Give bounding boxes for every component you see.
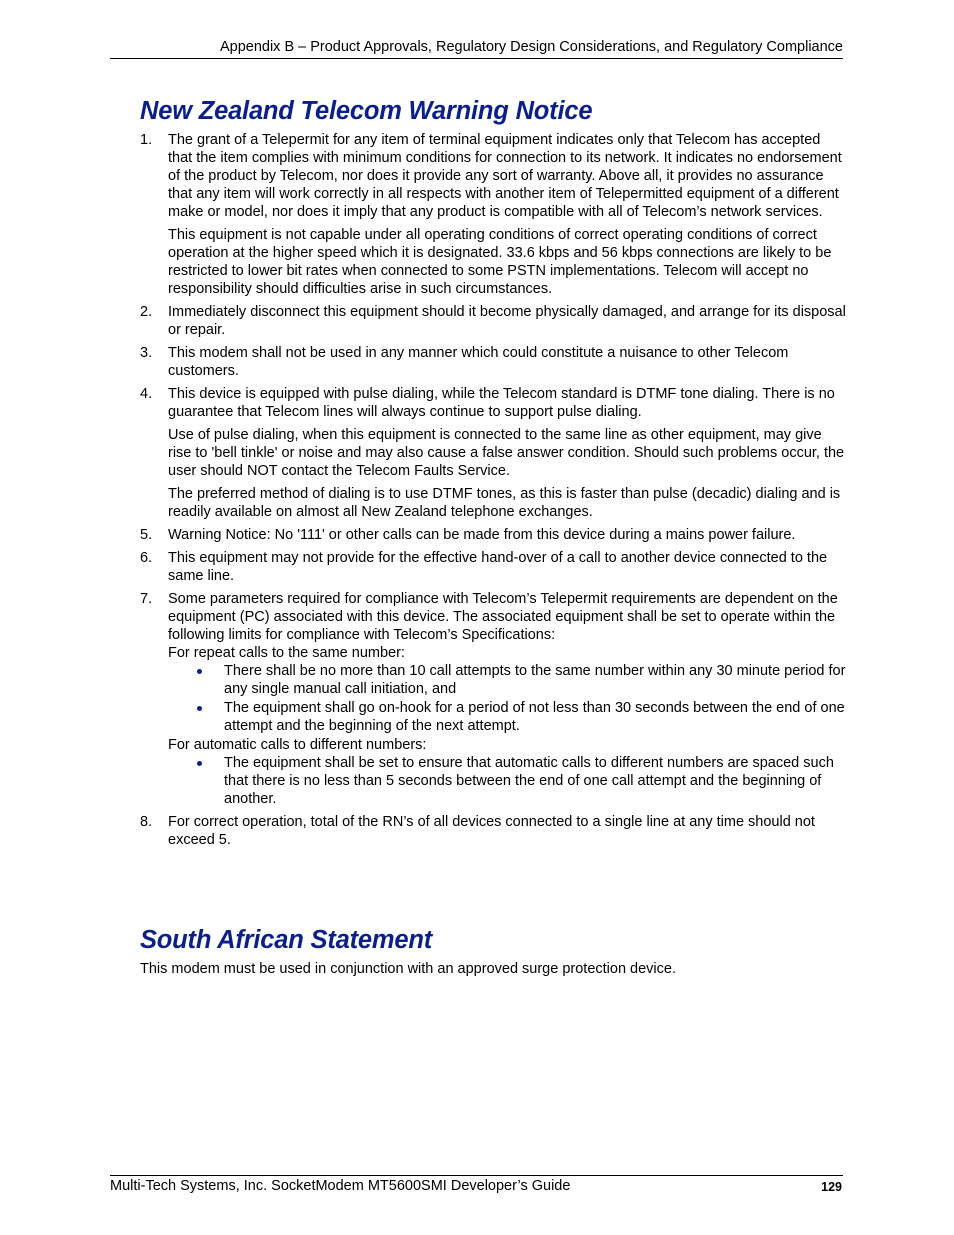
item-paragraph: Warning Notice: No '111' or other calls can be made from this device during a mains power failure.: [168, 527, 796, 543]
item-number: 1.: [140, 132, 153, 148]
item-number: 8.: [140, 814, 153, 830]
bullet-text: There shall be no more than 10 call attempts to the same number within any 30 minute period for any single manual call initiation, and: [224, 663, 846, 697]
auto-calls-bullets: [168, 754, 846, 808]
bullet-text: The equipment shall go on-hook for a period of not less than 30 seconds between the end of one attempt and the beginning of the next attempt.: [224, 700, 845, 734]
item-paragraph: The grant of a Telepermit for any item of terminal equipment indicates only that Telecom has accepted that the item complies with minimum conditions for connection to its network. It indicates no endorsement of the product by Telecom, nor does it provide any sort of warranty. Above all, it provides no assurance that any item will work correctly in all respects with another item of Telepermitted equipment of a different make or model, nor does it imply that any product is compatible with all of Telecom’s network services.: [168, 132, 842, 220]
item-paragraph: This equipment may not provide for the effective hand-over of a call to another device connected to the same line.: [168, 550, 828, 584]
list-item: [140, 549, 846, 585]
list-item: [140, 526, 846, 544]
bullet-item: [224, 754, 846, 808]
item-paragraph: Use of pulse dialing, when this equipment is connected to the same line as other equipment, may give rise to 'bell tinkle' or noise and may also cause a false answer condition. Should such problems occur, the user should NOT contact the Telecom Faults Service.: [168, 427, 845, 479]
footer-rule: [110, 1175, 843, 1176]
bullet-item: [224, 699, 846, 735]
list-item: [140, 813, 846, 849]
item-number: 6.: [140, 550, 153, 566]
section-title-new-zealand: New Zealand Telecom Warning Notice: [140, 97, 593, 125]
item-number: 2.: [140, 304, 153, 320]
item-paragraph: For correct operation, total of the RN’s of all devices connected to a single line at any time should not exceed 5.: [168, 814, 815, 848]
bullet-icon: [197, 669, 202, 674]
bullet-text: The equipment shall be set to ensure that automatic calls to different numbers are spaced such that there is no less than 5 seconds between the end of one call attempt and the beginning of another.: [224, 755, 834, 807]
list-item: [140, 385, 846, 521]
item-number: 5.: [140, 527, 153, 543]
item-number: 4.: [140, 386, 153, 402]
section-title-south-africa: South African Statement: [140, 926, 432, 954]
repeat-calls-label: For repeat calls to the same number:: [168, 645, 405, 661]
auto-calls-label: For automatic calls to different numbers:: [168, 737, 427, 753]
list-item: [140, 344, 846, 380]
header-rule: [110, 58, 843, 59]
list-item: [140, 131, 846, 298]
item-paragraph: The preferred method of dialing is to use DTMF tones, as this is faster than pulse (decadic) dialing and is readily available on almost all New Zealand telephone exchanges.: [168, 486, 841, 520]
item-paragraph: This equipment is not capable under all operating conditions of correct operating conditions of correct operation at the higher speed which it is designated. 33.6 kbps and 56 kbps connections are likely to be restricted to lower bit rates when connected to some PSTN implementations. Telecom will accept no responsibility should difficulties arise in such circumstances.: [168, 227, 832, 297]
item-intro: Some parameters required for compliance with Telecom’s Telepermit requirements are dependent on the equipment (PC) associated with this device. The associated equipment shall be set to operate within the following limits for compliance with Telecom’s Specifications:: [168, 591, 838, 643]
item-number: 3.: [140, 345, 153, 361]
list-item: [140, 590, 846, 808]
list-item: [140, 303, 846, 339]
bullet-item: [224, 662, 846, 698]
footer-title: Multi-Tech Systems, Inc. SocketModem MT5600SMI Developer’s Guide: [110, 1178, 571, 1194]
bullet-icon: [197, 706, 202, 711]
page-number: 129: [821, 1180, 842, 1194]
south-africa-statement: This modem must be used in conjunction with an approved surge protection device.: [140, 961, 676, 977]
notice-list: [140, 131, 846, 854]
item-number: 7.: [140, 591, 153, 607]
item-paragraph: Immediately disconnect this equipment should it become physically damaged, and arrange for its disposal or repair.: [168, 304, 846, 338]
running-header: Appendix B – Product Approvals, Regulatory Design Considerations, and Regulatory Compliance: [219, 39, 843, 55]
bullet-icon: [197, 761, 202, 766]
item-paragraph: This modem shall not be used in any manner which could constitute a nuisance to other Telecom customers.: [168, 345, 789, 379]
repeat-calls-bullets: [168, 662, 846, 735]
item-paragraph: This device is equipped with pulse dialing, while the Telecom standard is DTMF tone dialing. There is no guarantee that Telecom lines will always continue to support pulse dialing.: [168, 386, 835, 420]
